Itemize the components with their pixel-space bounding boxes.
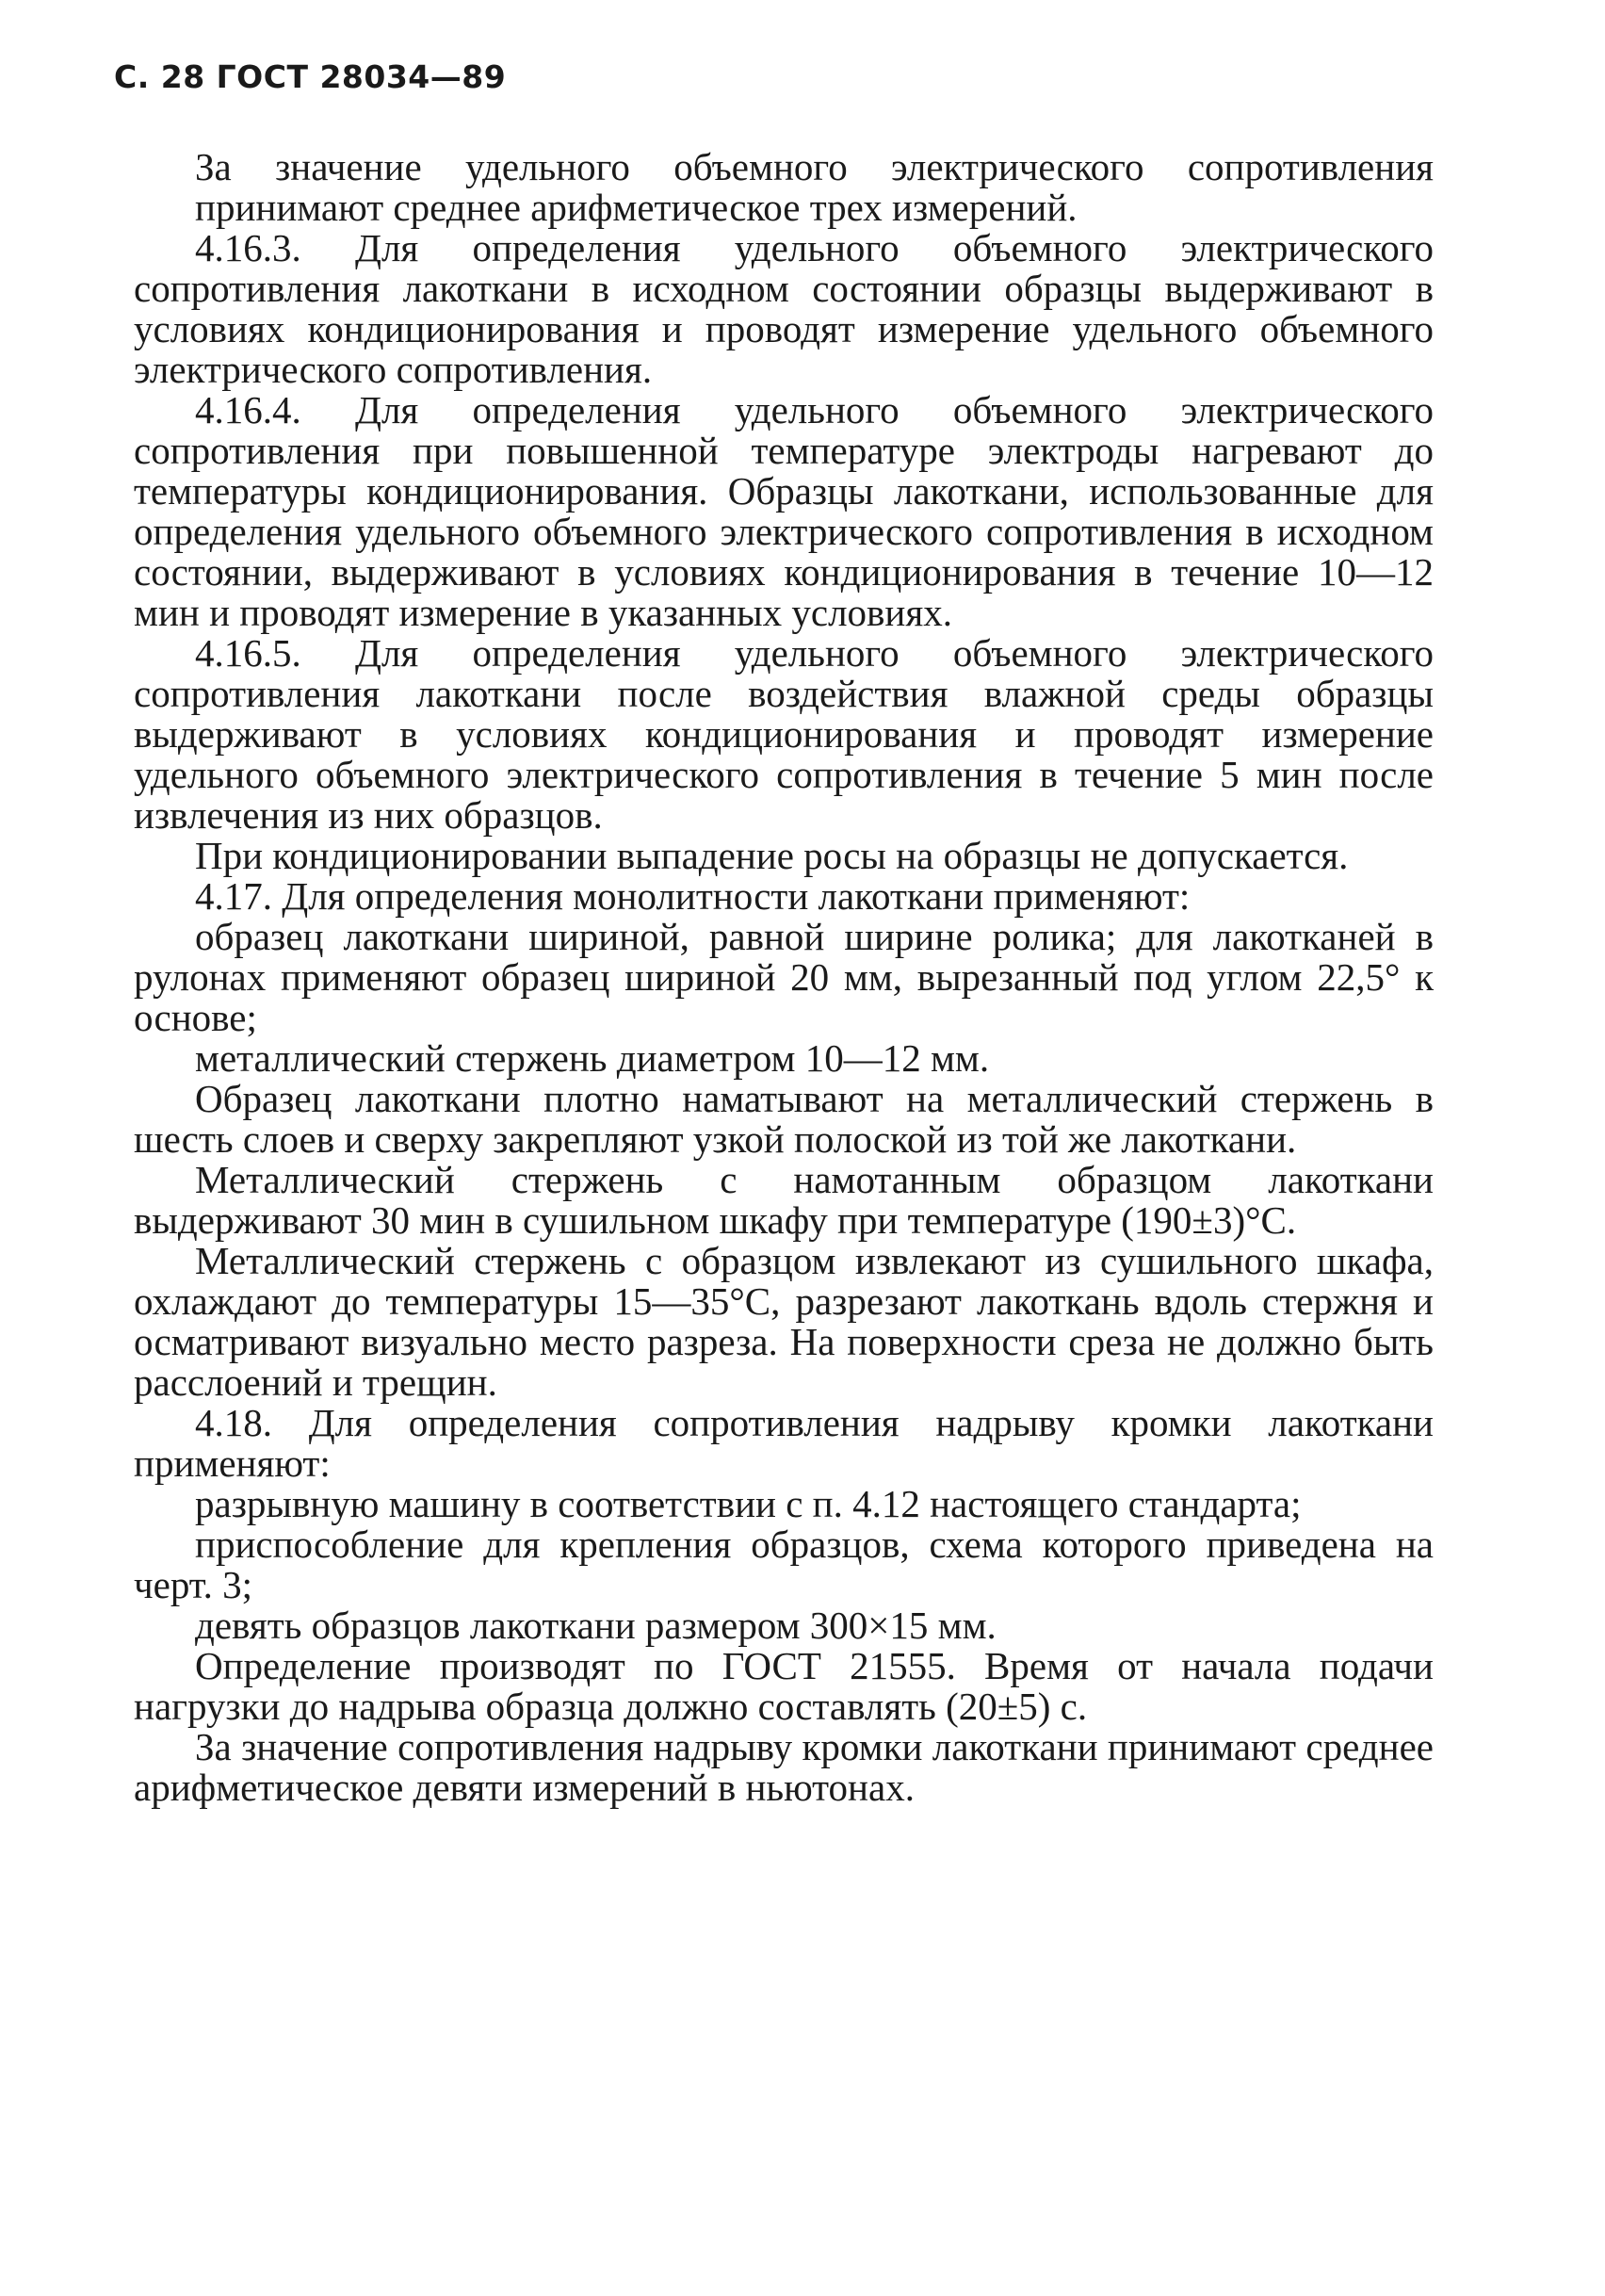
paragraph: Определение производят по ГОСТ 21555. Время от начала подачи нагрузки до надрыва образца должно составлять (20±5) с. bbox=[134, 1644, 1434, 1728]
paragraph: Металлический стержень с намотанным образцом лакоткани выдерживают 30 мин в сушильном шкафу при температуре (190±3)°С. bbox=[134, 1158, 1434, 1242]
paragraph: разрывную машину в соответствии с п. 4.12 настоящего стандарта; bbox=[195, 1482, 1302, 1525]
paragraph: Образец лакоткани плотно наматывают на металлический стержень в шесть слоев и сверху закрепляют узкой полоской из той же лакоткани. bbox=[134, 1077, 1434, 1161]
paragraph: При кондиционировании выпадение росы на образцы не допускается. bbox=[195, 834, 1349, 877]
paragraph: 4.16.4. Для определения удельного объемного электрического сопротивления при повышенной температуре электроды нагревают до температуры кондиционирования. Образцы лакоткани, использованные для определения удельного объемного электрического сопротивления в исходном состоянии, выдерживают в условиях кондиционирования в течение 10—12 мин и проводят измерение в указанных условиях. bbox=[134, 388, 1434, 634]
page-header: С. 28 ГОСТ 28034—89 bbox=[114, 58, 507, 95]
paragraph: 4.16.5. Для определения удельного объемного электрического сопротивления лакоткани после воздействия влажной среды образцы выдерживают в условиях кондиционирования и проводят измерение удельного объемного электрического сопротивления в течение 5 мин после извлечения из них образцов. bbox=[134, 631, 1434, 837]
document-body bbox=[134, 147, 1434, 1808]
paragraph: Металлический стержень с образцом извлекают из сушильного шкафа, охлаждают до температуры 15—35°С, разрезают лакоткань вдоль стержня и осматривают визуально место разреза. На поверхности среза не должно быть расслоений и трещин. bbox=[134, 1239, 1434, 1404]
paragraph: 4.18. Для определения сопротивления надрыву кромки лакоткани применяют: bbox=[134, 1401, 1434, 1485]
paragraph: девять образцов лакоткани размером 300×15 мм. bbox=[195, 1604, 997, 1647]
paragraph: За значение сопротивления надрыву кромки лакоткани принимают среднее арифметическое девяти измерений в ньютонах. bbox=[134, 1725, 1434, 1809]
paragraph: металлический стержень диаметром 10—12 мм. bbox=[195, 1036, 990, 1080]
paragraph: За значение удельного объемного электрического сопротивления принимают среднее арифметическое трех измерений. bbox=[195, 145, 1434, 229]
paragraph: образец лакоткани шириной, равной ширине ролика; для лакотканей в рулонах применяют образец шириной 20 мм, вырезанный под углом 22,5° к основе; bbox=[134, 915, 1434, 1039]
paragraph: 4.17. Для определения монолитности лакоткани применяют: bbox=[195, 874, 1191, 918]
paragraph: 4.16.3. Для определения удельного объемного электрического сопротивления лакоткани в исходном состоянии образцы выдерживают в условиях кондиционирования и проводят измерение удельного объемного электрического сопротивления. bbox=[134, 226, 1434, 391]
paragraph: приспособление для крепления образцов, схема которого приведена на черт. 3; bbox=[134, 1523, 1434, 1606]
